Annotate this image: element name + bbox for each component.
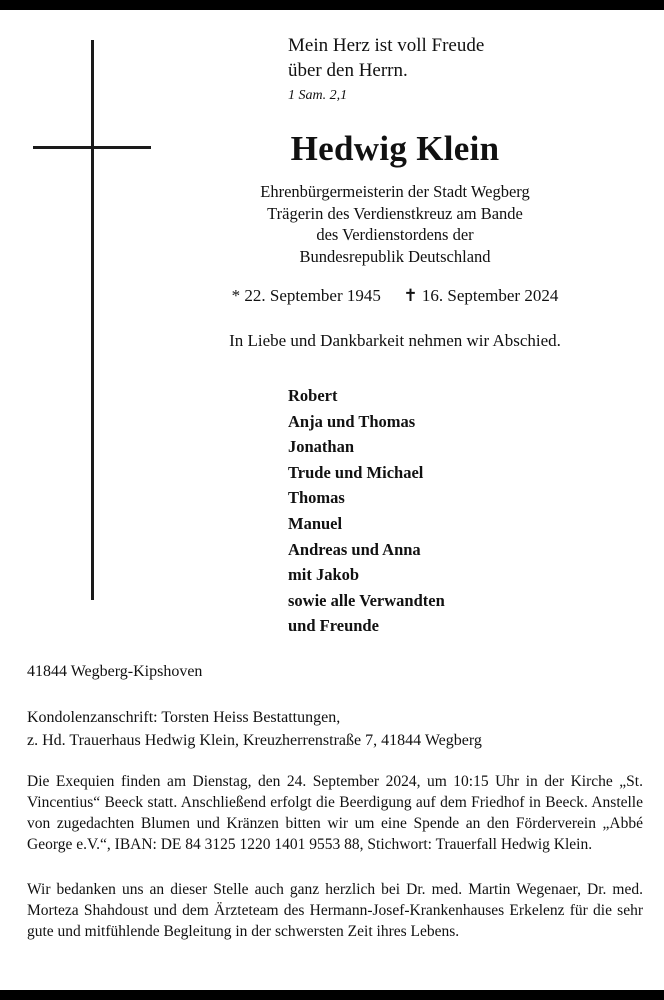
birth-date: * 22. September 1945: [231, 286, 381, 305]
funeral-details-paragraph: Die Exequien finden am Dienstag, den 24. September 2024, um 10:15 Uhr in der Kirche „St. Vincentius“ Beeck statt. Anschließend erfolgt die Beerdigung auf dem Friedhof in Beeck. Anstelle von zugedachten Blumen und Kränzen bitten wir um eine Spende an den Förderverein „Abbé George e.V.“, IBAN: DE 84 3125 1220 1401 9553 88, Stichwort: Trauerfall Hedwig Klein.: [27, 773, 643, 853]
condolence-line-2: z. Hd. Trauerhaus Hedwig Klein, Kreuzherrenstraße 7, 41844 Wegberg: [27, 732, 482, 749]
title-line-1: Ehrenbürgermeisterin der Stadt Wegberg: [260, 182, 530, 201]
list-item: Jonathan: [288, 437, 355, 457]
death-date: ✝ 16. September 2024: [403, 286, 559, 305]
list-item: Andreas und Anna: [288, 539, 421, 559]
verse-text: [288, 33, 618, 83]
condolence-line-1: Kondolenzanschrift: Torsten Heiss Bestattungen,: [27, 709, 341, 726]
verse-line-1: Mein Herz ist voll Freude: [288, 35, 485, 56]
list-item: Anja und Thomas: [288, 411, 416, 431]
list-item: Trude und Michael: [288, 462, 424, 482]
mourners-list: [288, 383, 628, 639]
list-item: sowie alle Verwandten: [288, 590, 445, 610]
title-line-3: des Verdienstordens der: [316, 225, 474, 244]
verse-line-2: über den Herrn.: [288, 60, 408, 81]
address-text: 41844 Wegberg-Kipshoven: [27, 663, 203, 680]
list-item: mit Jakob: [288, 565, 360, 585]
deceased-name: Hedwig Klein: [290, 129, 500, 168]
list-item: Thomas: [288, 488, 345, 508]
list-item: und Freunde: [288, 616, 379, 636]
top-border-bar: [0, 0, 664, 10]
title-line-4: Bundesrepublik Deutschland: [299, 246, 491, 266]
condolence-address: [27, 706, 647, 752]
life-dates: [0, 286, 664, 306]
thanks-paragraph: Wir bedanken uns an dieser Stelle auch ganz herzlich bei Dr. med. Martin Wegenaer, Dr. med. Morteza Shahdoust und dem Ärzteteam des Hermann-Josef-Krankenhauses Erkelenz für die sehr gute und mitfühlende Begleitung in der schwersten Zeit ihres Lebens.: [27, 881, 643, 940]
verse-reference: 1 Sam. 2,1: [288, 88, 348, 103]
farewell-text: In Liebe und Dankbarkeit nehmen wir Abschied.: [229, 331, 561, 350]
list-item: Manuel: [288, 513, 343, 533]
title-line-2: Trägerin des Verdienstkreuz am Bande: [267, 203, 523, 223]
list-item: Robert: [288, 386, 338, 405]
deceased-titles: [0, 181, 664, 267]
bottom-border-bar: [0, 990, 664, 1000]
cross-icon-vertical: [91, 40, 94, 600]
